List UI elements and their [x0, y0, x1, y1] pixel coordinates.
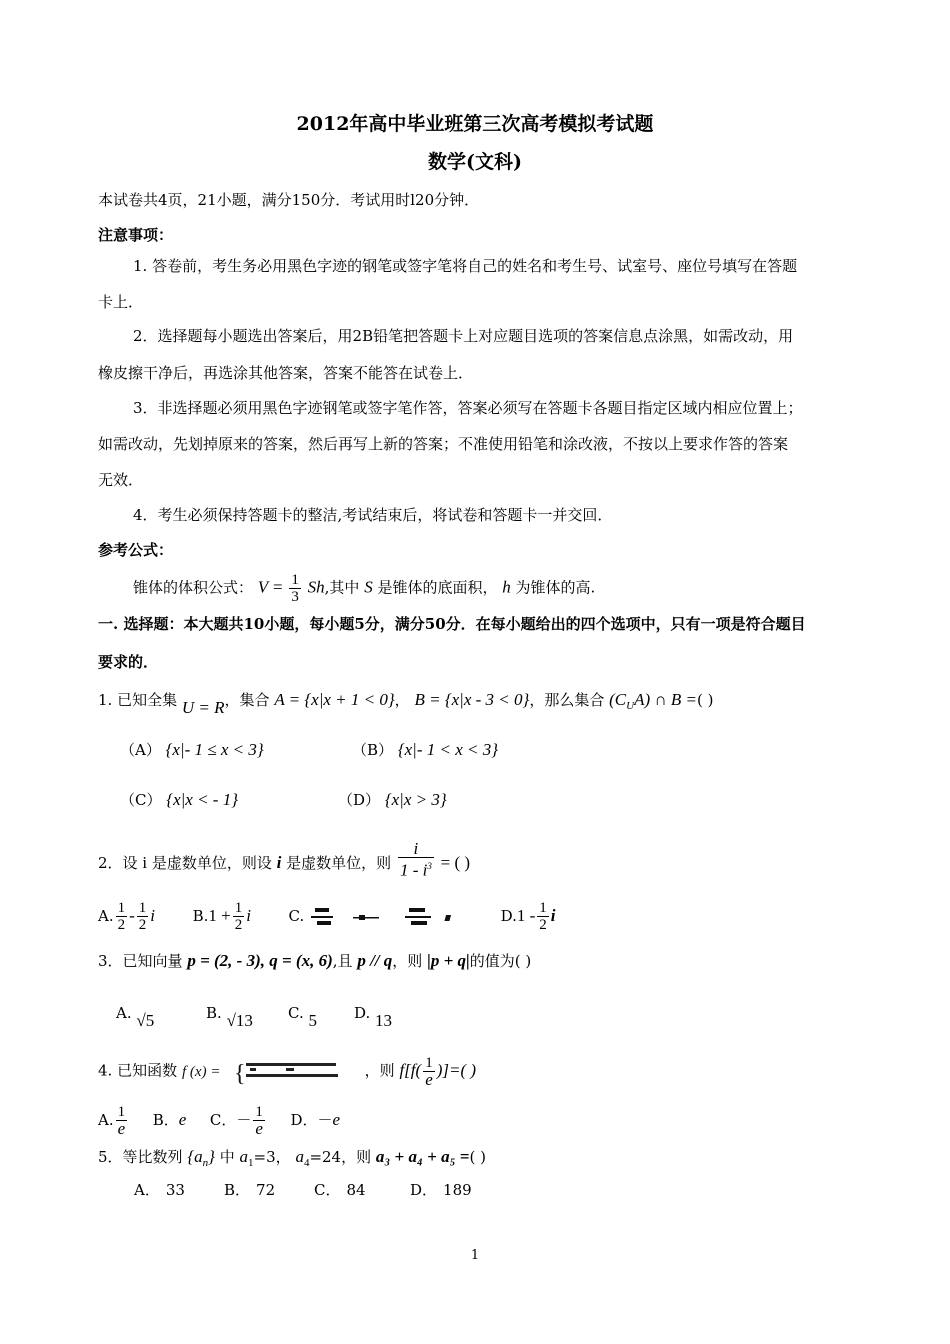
formula-s: S [364, 577, 373, 597]
option-label: （B） [352, 741, 394, 759]
q2-mid: 是虚数单位，则设 [151, 853, 272, 872]
garbled-function-image [182, 1059, 360, 1085]
option-label: （C） [120, 791, 162, 809]
q3-option-d[interactable] [354, 1003, 393, 1030]
option-value: {x|x > 3} [384, 790, 447, 809]
section-heading: 一. 选择题：本大题共10小题，每小题5分，满分50分．在每小题给出的四个选项中，只有一项是符合题目 [98, 615, 806, 633]
option-label: D． [410, 1181, 438, 1199]
option-value: √13 [226, 1011, 253, 1030]
exam-intro: 本试卷共4页，21小题，满分150分．考试用时l20分钟． [98, 191, 480, 209]
option-label: C. [288, 1004, 304, 1022]
fraction-numerator: 1 [423, 1055, 435, 1072]
q5-seq-end: } [208, 1147, 215, 1166]
option-value: 189 [443, 1181, 472, 1199]
q5-a4-val: =24，则 [309, 1148, 372, 1166]
garbled-formula-image [309, 904, 469, 930]
q5-sum: a₃ + a₄ + a₅ = [375, 1147, 470, 1166]
note-line: 如需改动，先划掉原来的答案，然后再写上新的答案；不准使用铅笔和涂改液，不按以上要求作答的答案 [98, 435, 789, 453]
formula-desc1: 是锥体的底面积， [377, 578, 498, 597]
fraction [537, 900, 549, 933]
option-value: 84 [346, 1181, 366, 1199]
option-label: （A） [120, 741, 161, 759]
q5-option-d[interactable] [410, 1180, 472, 1200]
question-3 [98, 951, 531, 971]
q2-fraction [398, 841, 434, 879]
fraction-numerator: 1 [138, 900, 147, 916]
q4-option-b[interactable] [153, 1111, 187, 1129]
q1-set-a: A = {x|x + 1 < 0} [274, 690, 395, 709]
q1-expr-sub: U [626, 700, 635, 712]
q2-mid2: 是虚数单位，则 [286, 853, 392, 872]
q2-denominator: 1 - i [399, 860, 428, 880]
option-value: {x|- 1 ≤ x < 3} [165, 740, 264, 759]
q2-option-c[interactable] [289, 907, 474, 925]
q3-mid: ,且 [332, 952, 353, 970]
formula-v: V [257, 577, 269, 597]
q1-expr: (C [609, 690, 627, 709]
q3-option-a[interactable] [116, 1003, 155, 1030]
option-value: {x|x < - 1} [166, 790, 239, 809]
q5-paren: ( ) [469, 1148, 486, 1166]
option-label: C． [314, 1181, 341, 1199]
q1-option-b[interactable] [352, 740, 498, 760]
option-label: B． [152, 1110, 179, 1129]
option-label: A． [134, 1181, 160, 1199]
fraction [253, 1104, 265, 1137]
option-label: B． [224, 1181, 251, 1199]
q5-option-b[interactable] [224, 1180, 275, 1200]
fraction-denominator: 3 [291, 589, 299, 605]
q5-option-c[interactable] [314, 1180, 366, 1200]
page-title: 2012年高中毕业班第三次高考模拟考试题 [296, 113, 654, 135]
option-label: C．－ [209, 1110, 252, 1129]
option-label: D. [500, 906, 517, 925]
option-value: 13 [375, 1011, 393, 1030]
fraction-denominator [398, 858, 434, 879]
imaginary-unit: i [150, 905, 156, 925]
q2-option-b[interactable] [192, 900, 256, 933]
fraction-denominator: 2 [234, 917, 243, 933]
q3-vectors: p = (2, - 3), q = (x, 6) [187, 951, 333, 970]
q1-comma: ， [394, 691, 410, 709]
fraction-numerator: 1 [253, 1104, 265, 1121]
q2-prefix: 2．设 [98, 853, 138, 872]
imaginary-unit: i [550, 905, 556, 925]
q2-option-a[interactable] [98, 900, 160, 933]
q5-a4-sub: 4 [303, 1157, 310, 1169]
q2-i: i [142, 852, 148, 872]
q5-seq: {a [187, 1147, 203, 1166]
formula-fraction [289, 572, 301, 605]
q1-option-c[interactable] [120, 790, 238, 810]
question-5 [98, 1147, 486, 1173]
formula-heading: 参考公式： [98, 541, 174, 559]
fraction-denominator: 2 [539, 917, 547, 933]
note-line: 2．选择题每小题选出答案后，用2B铅笔把答题卡上对应题目选项的答案信息点涂黑，如需改动，用 [133, 327, 794, 345]
q3-parallel: p // q [357, 951, 393, 970]
q1-tail: ，那么集合 [529, 691, 605, 709]
minus-sign: - [129, 905, 135, 925]
fraction-numerator: 1 [116, 1104, 128, 1121]
q3-option-b[interactable] [206, 1003, 253, 1030]
q4-expr: f[f( [399, 1060, 422, 1080]
imaginary-unit: i [246, 905, 251, 925]
option-value: 5 [308, 1011, 317, 1030]
q2-option-d[interactable] [500, 900, 556, 933]
q5-option-a[interactable] [134, 1180, 185, 1200]
q4-option-d[interactable] [290, 1111, 340, 1129]
notes-heading: 注意事项： [98, 226, 174, 244]
volume-formula [133, 572, 595, 605]
fraction-denominator: 2 [138, 917, 147, 933]
fraction [116, 1104, 128, 1137]
q4-fraction [423, 1055, 435, 1088]
q1-set-b: B = {x|x - 3 < 0} [414, 690, 530, 709]
q4-mid: ，则 [364, 1061, 395, 1080]
q3-comma: ，则 [392, 952, 423, 970]
option-value: 72 [256, 1181, 276, 1199]
q2-tail: = ( ) [440, 852, 471, 872]
option-label: B. [206, 1004, 222, 1022]
formula-lead: 锥体的体积公式： [133, 578, 254, 597]
q1-option-a[interactable] [120, 740, 264, 760]
formula-sh: Sh [307, 577, 325, 597]
option-value: e [178, 1109, 187, 1129]
fraction-denominator: e [117, 1119, 126, 1138]
q4-option-a[interactable] [98, 1104, 129, 1138]
q1-expr2: A) ∩ B = [634, 690, 698, 709]
formula-eq: = [272, 577, 283, 597]
q1-universal-set: U = R [181, 698, 225, 717]
q5-a1-sub: 1 [248, 1157, 254, 1169]
option-label: C. [288, 906, 305, 925]
q3-prefix: 3．已知向量 [98, 952, 183, 970]
note-line: 3．非选择题必须用黑色字迹钢笔或签字笔作答，答案必须写在答题卡各题目指定区域内相应位置上； [133, 399, 803, 417]
fraction-denominator: e [425, 1070, 433, 1089]
option-label: D. [354, 1004, 371, 1022]
q1-paren: ( ) [697, 691, 714, 709]
q3-tail: 的值为( ) [469, 952, 532, 970]
option-label: A. [116, 1004, 132, 1022]
q5-a1-val: =3， [253, 1148, 291, 1166]
fraction [137, 900, 149, 933]
fraction-denominator: 2 [117, 917, 126, 933]
option-expr: 1 - [516, 905, 536, 925]
formula-desc2: 为锥体的高. [515, 578, 596, 597]
option-value: √5 [136, 1011, 155, 1030]
q5-seq-sub: n [202, 1157, 209, 1169]
q4-options [98, 1104, 340, 1137]
fraction-numerator: 1 [234, 900, 243, 916]
note-line: 卡上． [98, 293, 144, 311]
note-line: 1. 答卷前，考生务必用黑色字迹的钢笔或签字笔将自己的姓名和考生号、试室号、座位号填写在答题 [133, 257, 798, 275]
page-number: 1 [470, 1248, 480, 1263]
option-label: A. [98, 1110, 114, 1129]
page-subtitle: 数学(文科) [428, 151, 522, 173]
q2-exponent: 3 [427, 861, 432, 871]
fraction-denominator: e [255, 1119, 263, 1138]
fraction-numerator: 1 [291, 572, 299, 588]
option-label: A. [98, 906, 114, 925]
q4-option-c[interactable] [209, 1104, 267, 1138]
svg-text:{: { [233, 1060, 246, 1085]
fraction-numerator: 1 [117, 900, 126, 916]
q2-i-bold: i [276, 852, 282, 872]
fraction [233, 900, 245, 933]
q3-abs: |p + q| [427, 951, 470, 970]
option-value: 33 [165, 1181, 185, 1199]
note-line: 4．考生必须保持答题卡的整洁,考试结束后，将试卷和答题卡一并交回． [133, 506, 613, 524]
q1-prefix: 1. 已知全集 [98, 691, 178, 709]
svg-text:f (x) =: f (x) = [181, 1063, 221, 1080]
q1-comma: ，集合 [224, 691, 270, 709]
option-label: （D） [338, 791, 381, 809]
q5-mid: 中 [219, 1148, 235, 1166]
fraction-numerator: i [398, 841, 434, 858]
formula-mid: ,其中 [324, 578, 360, 597]
q1-option-d[interactable] [338, 790, 447, 810]
q5-a4: a [295, 1147, 304, 1166]
q5-a1: a [239, 1147, 249, 1166]
option-label: B. [192, 906, 209, 925]
note-line: 橡皮擦干净后，再选涂其他答案，答案不能答在试卷上． [98, 364, 474, 382]
option-label: D．－ [290, 1110, 333, 1129]
option-value: e [332, 1109, 341, 1129]
fraction [116, 900, 128, 933]
question-1 [98, 690, 714, 716]
q4-prefix: 4. 已知函数 [98, 1061, 178, 1080]
note-line: 无效． [98, 471, 144, 489]
option-value: {x|- 1 < x < 3} [397, 740, 499, 759]
q4-expr2: )]=( ) [436, 1060, 477, 1080]
option-expr: 1 + [208, 905, 231, 925]
q5-prefix: 5．等比数列 [98, 1148, 183, 1166]
formula-h: h [502, 577, 511, 597]
question-4 [98, 1055, 476, 1088]
q2-options [98, 900, 556, 933]
fraction-numerator: 1 [539, 900, 547, 916]
section-heading-cont: 要求的． [98, 653, 159, 671]
q3-option-c[interactable] [288, 1003, 317, 1030]
question-2 [98, 839, 471, 883]
